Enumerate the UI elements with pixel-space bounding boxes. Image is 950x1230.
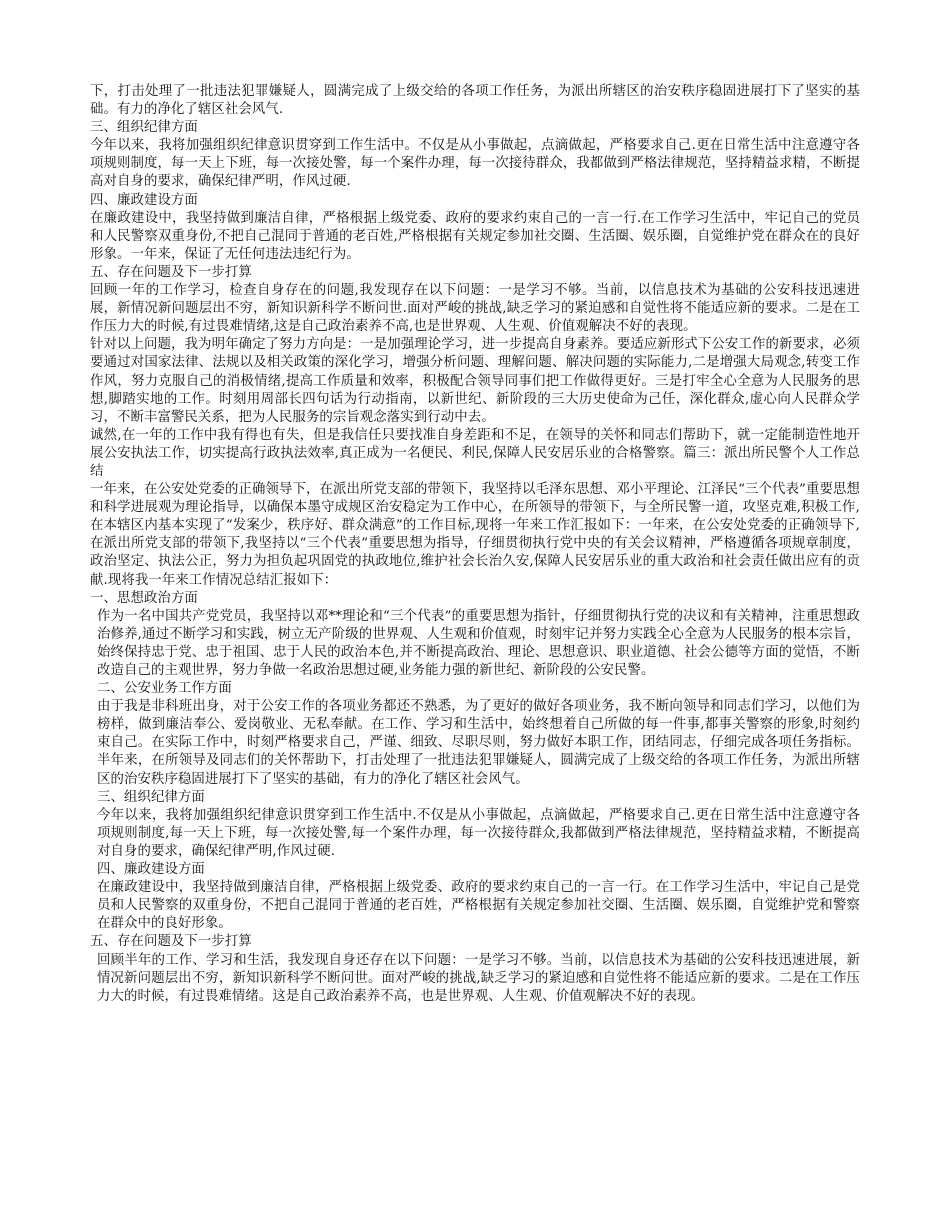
paragraph: 由于我是非科班出身，对于公安工作的各项业务都还不熟悉，为了更好的做好各项业务，我不断向领导和同志们学习，以他们为榜样，做到廉洁奉公、爱岗敬业、无私奉献。在工作、学习和生活中，始终想着自己所做的每一件事,都事关警察的形象,时刻约束自己。在实际工作中，时刻严格要求自己，严谨、细致、尽职尽则，努力做好本职工作，团结同志，仔细完成各项任务指标。半年来，在所领导及同志们的关怀帮助下，打击处理了一批违法犯罪嫌疑人，圆满完成了上级交给的各项工作任务，为派出所辖区的治安秩序稳固进展打下了坚实的基础，有力的净化了辖区社会风气。: [97, 699, 860, 787]
section-heading: 二、公安业务工作方面: [97, 681, 232, 697]
paragraph: 作为一名中国共产党党员，我坚持以邓**理论和“三个代表”的重要思想为指针，仔细贯彻执行党的决议和有关精神，注重思想政治修养,通过不断学习和实践，树立无产阶级的世界观、人生观和价值观，时刻牢记并努力实践全心全意为人民服务的根本宗旨，始终保持忠于党、忠于祖国、忠于人民的政治本色,并不断提高政治、理论、思想意识、职业道德、社会公德等方面的觉悟，不断改造自己的主观世界，努力争做一名政治思想过硬,业务能力强的新世纪、新阶段的公安民警。: [97, 608, 860, 678]
paragraph: 今年以来，我将加强组织纪律意识贯穿到工作生活中。不仅是从小事做起，点滴做起，严格要求自己.更在日常生活中注意遵守各项规则制度，每一天上下班，每一次接处警，每一个案件办理，每一次接待群众，我都做到严格法律规范，坚持精益求精，不断提高对自身的要求，确保纪律严明，作风过硬.: [90, 138, 860, 190]
paragraph: 今年以来，我将加强组织纪律意识贯穿到工作生活中.不仅是从小事做起，点滴做起，严格要求自己.更在日常生活中注意遵守各项规则制度,每一天上下班，每一次接处警,每一个案件办理，每一次接待群众,我都做到严格法律规范，坚持精益求精，不断提高对自身的要求，确保纪律严明,作风过硬.: [97, 807, 860, 859]
paragraph: 一年来，在公安处党委的正确领导下，在派出所党支部的带领下，我坚持以毛泽东思想、邓小平理论、江泽民“三个代表”重要思想和科学进展观为理论指导，以确保本墨守成规区治安稳定为工作中心，在所领导的带领下，与全所民警一道，攻坚克难,积极工作,在本辖区内基本实现了“发案少，秩序好、群众满意”的工作目标,现将一年来工作汇报如下：一年来，在公安处党委的正确领导下,在派出所党支部的带领下,我坚持以“三个代表”重要思想为指导，仔细贯彻执行党中央的有关会议精神，严格遵循各项规章制度，政治坚定、执法公正，努力为担负起巩固党的执政地位,维护社会长治久安,保障人民安居乐业的重大政治和社会责任做出应有的贡献.现将我一年来工作情况总结汇报如下：: [90, 482, 860, 588]
section-heading: 五、存在问题及下一步打算: [90, 264, 252, 280]
section-heading: 一、思想政治方面: [90, 590, 198, 606]
section-heading: 四、廉政建设方面: [90, 192, 198, 208]
paragraph: 回顾一年的工作学习，检查自身存在的问题,我发现存在以下问题：一是学习不够。当前，以信息技术为基础的公安科技迅速进展，新情况新问题层出不穷，新知识新科学不断问世.面对严峻的挑战,缺乏学习的紧迫感和自觉性将不能适应新的要求。二是在工作压力大的时候,有过畏难情绪,这是自己政治素养不高,也是世界观、人生观、价值观解决不好的表现。: [90, 283, 860, 335]
section-heading: 三、组织纪律方面: [90, 120, 198, 136]
paragraph: 针对以上问题，我为明年确定了努力方向是：一是加强理论学习，进一步提高自身素养。要适应新形式下公安工作的新要求，必须要通过对国家法律、法规以及相关政策的深化学习，增强分析问题、理解问题、解决问题的实际能力,二是增强大局观念,转变工作作风，努力克服自己的消极情绪,提高工作质量和效率，积极配合领导同事们把工作做得更好。三是打牢全心全意为人民服务的思想,脚踏实地的工作。时刻用周部长四句话为行动指南，以新世纪、新阶段的三大历史使命为己任，深化群众,虚心向人民群众学习，不断丰富警民关系，把为人民服务的宗旨观念落实到行动中去。: [90, 337, 860, 425]
document-page: [90, 83, 860, 1006]
paragraph: 在廉政建设中，我坚持做到廉洁自律，严格根据上级党委、政府的要求约束自己的一言一行。在工作学习生活中，牢记自己是党员和人民警察的双重身份，不把自己混同于普通的老百姓，严格根据有关规定参加社交圈、生活圈、娱乐圈，自觉维护党和警察在群众中的良好形象。: [97, 880, 860, 932]
paragraph: 下，打击处理了一批违法犯罪嫌疑人，圆满完成了上级交给的各项工作任务，为派出所辖区的治安秩序稳固进展打下了坚实的基础。有力的净化了辖区社会风气.: [90, 84, 860, 118]
paragraph: 诚然,在一年的工作中我有得也有失，但是我信任只要找准自身差距和不足，在领导的关怀和同志们帮助下，就一定能制造性地开展公安执法工作，切实提高行政执法效率,真正成为一名便民、利民,保障人民安居乐业的合格警察。篇三：派出所民警个人工作总结: [90, 427, 860, 479]
section-heading: 五、存在问题及下一步打算: [90, 934, 252, 950]
section-heading: 四、廉政建设方面: [97, 862, 205, 878]
paragraph: 在廉政建设中，我坚持做到廉洁自律，严格根据上级党委、政府的要求约束自己的一言一行.在工作学习生活中，牢记自己的党员和人民警察双重身份,不把自己混同于普通的老百姓,严格根据有关规定参加社交圈、生活圈、娱乐圈，自觉维护党在群众在的良好形象。一年来，保证了无任何违法违纪行为。: [90, 210, 860, 262]
paragraph: 回顾半年的工作、学习和生活，我发现自身还存在以下问题：一是学习不够。当前，以信息技术为基础的公安科技迅速进展，新情况新问题层出不穷，新知识新科学不断问世。面对严峻的挑战,缺乏学习的紧迫感和自觉性将不能适应新的要求。二是在工作压力大的时候，有过畏难情绪。这是自己政治素养不高，也是世界观、人生观、价值观解决不好的表现。: [97, 952, 860, 1004]
section-heading: 三、组织纪律方面: [97, 789, 205, 805]
